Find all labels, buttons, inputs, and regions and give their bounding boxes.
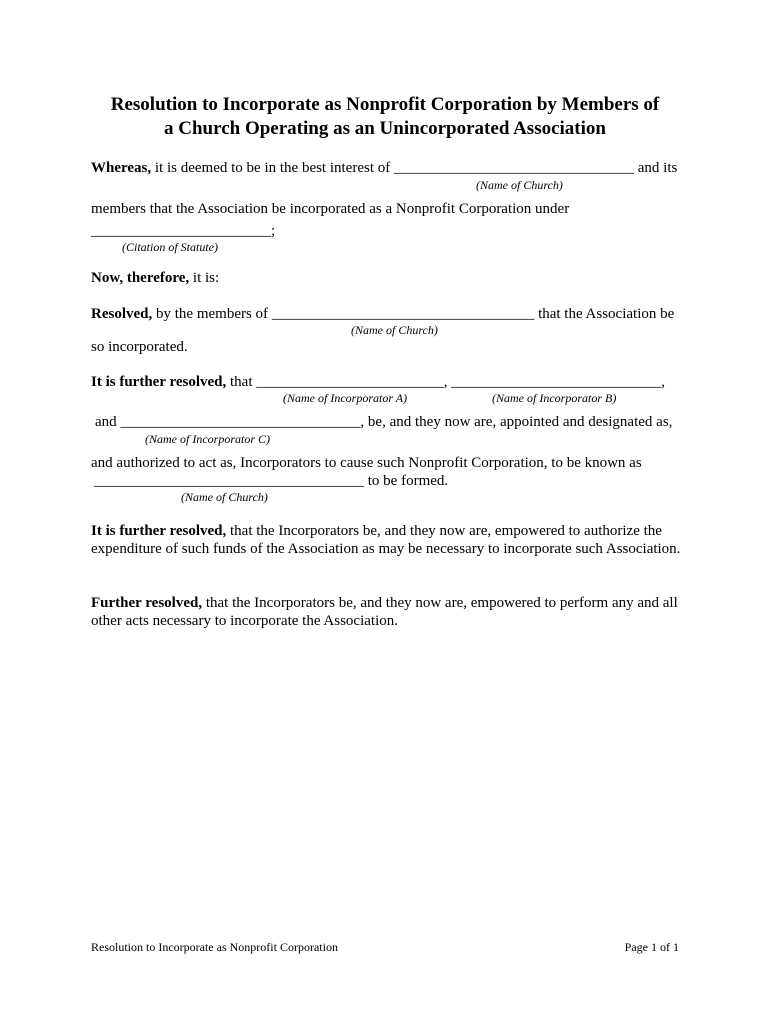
corporation-name-blank[interactable]: ____________________________________ <box>94 473 364 489</box>
and-text: and <box>95 414 121 430</box>
footer-title: Resolution to Incorporate as Nonprofit Corporation <box>91 940 338 954</box>
to-be-formed-text: to be formed. <box>364 473 449 489</box>
appointed-text: , be, and they now are, appointed and designated as, <box>360 414 673 430</box>
resolved-church-blank[interactable]: ___________________________________ <box>271 306 535 322</box>
whereas-end: and its <box>634 160 678 176</box>
funds-resolution-text: that the Incorporators be, and they now are, empowered to authorize the expenditure of such funds of the Association as may be necessary to incorporate such Association. <box>91 523 681 557</box>
further-resolved-text: that <box>226 374 257 390</box>
resolved-text: by the members of <box>152 306 272 322</box>
resolved-end: that the Association be <box>534 306 675 322</box>
acts-resolution-paragraph <box>91 594 681 630</box>
funds-resolution-paragraph <box>91 522 681 558</box>
incorporator-c-caption: (Name of Incorporator C) <box>145 432 270 446</box>
whereas-line-2: members that the Association be incorporated as a Nonprofit Corporation under <box>91 201 570 217</box>
whereas-lead: Whereas, <box>91 160 152 176</box>
incorporator-c-blank[interactable]: ________________________________ <box>120 414 361 430</box>
funds-resolution-lead: It is further resolved, <box>91 523 227 539</box>
further-resolved-lead: It is further resolved, <box>91 374 227 390</box>
now-therefore-line <box>91 269 219 287</box>
title-line-2: a Church Operating as an Unincorporated Association <box>164 118 606 139</box>
resolved-line-2: so incorporated. <box>91 339 188 355</box>
whereas-line <box>91 159 677 177</box>
resolved-lead: Resolved, <box>91 306 153 322</box>
incorporator-b-caption: (Name of Incorporator B) <box>492 391 617 405</box>
now-therefore-lead: Now, therefore, <box>91 270 190 286</box>
whereas-text: it is deemed to be in the best interest of <box>151 160 394 176</box>
document-title <box>60 93 710 141</box>
statute-caption: (Citation of Statute) <box>122 240 218 254</box>
acts-resolution-lead: Further resolved, <box>91 595 203 611</box>
resolved-line <box>91 305 674 323</box>
further-resolved-line <box>91 373 665 391</box>
church-name-blank[interactable]: ________________________________ <box>394 160 634 176</box>
resolved-church-caption: (Name of Church) <box>351 323 438 337</box>
incorporator-a-caption: (Name of Incorporator A) <box>283 391 408 405</box>
now-therefore-text: it is: <box>189 270 220 286</box>
incorporator-b-blank[interactable]: ____________________________, <box>447 374 666 390</box>
title-line-1: Resolution to Incorporate as Nonprofit Corporation by Members of <box>110 94 660 115</box>
statute-blank[interactable]: ________________________; <box>91 223 276 239</box>
page-number: Page 1 of 1 <box>624 940 679 954</box>
authorized-line: and authorized to act as, Incorporators to cause such Nonprofit Corporation, to be known as <box>91 455 642 471</box>
acts-resolution-text: that the Incorporators be, and they now are, empowered to perform any and all other acts necessary to incorporate the Association. <box>91 595 678 629</box>
incorporator-c-line <box>95 413 672 431</box>
corporation-name-caption: (Name of Church) <box>181 490 268 504</box>
to-be-known-line <box>94 472 448 490</box>
incorporator-a-blank[interactable]: _________________________, <box>256 374 448 390</box>
church-name-caption: (Name of Church) <box>476 178 563 192</box>
